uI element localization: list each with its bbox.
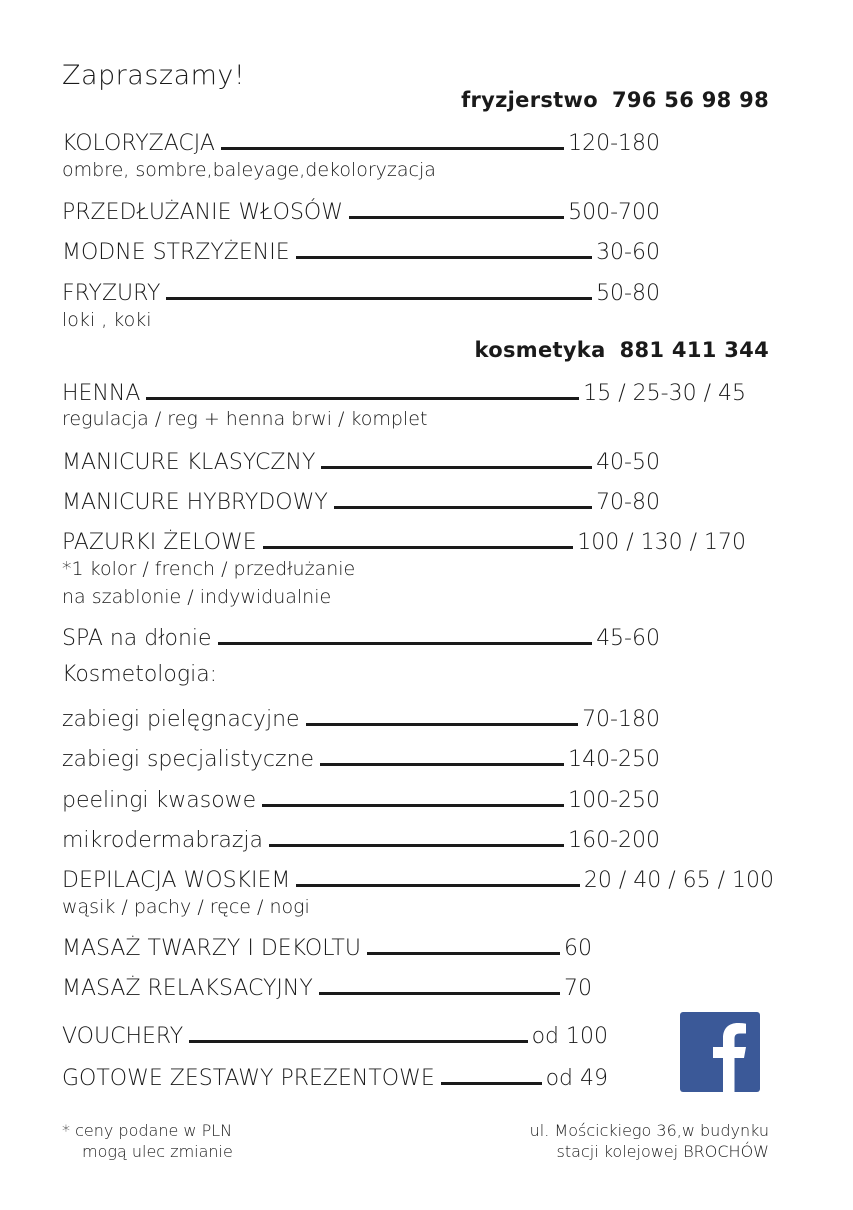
leader-line <box>334 506 592 509</box>
section-name: kosmetyka <box>474 338 606 362</box>
service-label: MASAŻ RELAKSACYJNY <box>62 976 313 1001</box>
service-price: 140-250 <box>568 747 660 772</box>
service-label: zabiegi specjalistyczne <box>62 747 315 772</box>
service-label: PRZEDŁUŻANIE WŁOSÓW <box>62 200 343 225</box>
leader-line <box>320 763 564 766</box>
leader-line <box>306 723 579 726</box>
leader-line <box>269 844 564 847</box>
section-phone[interactable]: 796 56 98 98 <box>611 88 769 112</box>
service-label: HENNA <box>62 381 141 406</box>
service-label: MANICURE HYBRYDOWY <box>62 490 328 515</box>
service-price: 45-60 <box>596 626 660 651</box>
note-line: mogą ulec zmianie <box>82 1142 233 1161</box>
service-label: mikrodermabrazja <box>62 828 264 853</box>
greeting: Zapraszamy! <box>62 60 246 91</box>
service-label: MASAŻ TWARZY I DEKOLTU <box>62 936 361 961</box>
price-row-vouchery <box>62 1019 608 1049</box>
service-note: na szablonie / indywidualnie <box>62 586 332 608</box>
leader-line <box>263 546 574 549</box>
service-price: 120-180 <box>568 131 660 156</box>
price-row-mikrodermabrazja <box>62 823 660 853</box>
leader-line <box>146 397 579 400</box>
service-note: loki , koki <box>62 309 152 331</box>
section-header-hair <box>461 88 769 112</box>
service-label: KOLORYZACJA <box>62 131 215 156</box>
price-row-depilacja-woskiem <box>62 863 774 893</box>
service-price: 160-200 <box>568 828 660 853</box>
address-line: stacji kolejowej BROCHÓW <box>556 1142 769 1161</box>
price-row-peelingi-kwasowe <box>62 783 660 813</box>
service-price: od 100 <box>531 1024 608 1049</box>
price-row-pazurki-zelowe <box>62 525 746 555</box>
service-note: regulacja / reg + henna brwi / komplet <box>62 408 428 430</box>
price-row-zabiegi-specjalistyczne <box>62 742 660 772</box>
cosmetology-heading: Kosmetologia: <box>62 662 218 687</box>
service-price: 40-50 <box>596 450 660 475</box>
service-label: MANICURE KLASYCZNY <box>62 450 316 475</box>
facebook-icon[interactable] <box>680 1012 760 1092</box>
price-note <box>62 1120 233 1162</box>
service-label: PAZURKI ŻELOWE <box>62 530 257 555</box>
service-price: 60 <box>564 936 592 961</box>
leader-line <box>221 147 564 150</box>
price-row-spa-dlonie <box>62 621 660 651</box>
service-label: GOTOWE ZESTAWY PREZENTOWE <box>62 1066 435 1091</box>
leader-line <box>367 952 560 955</box>
service-label: peelingi kwasowe <box>62 788 257 813</box>
service-label: DEPILACJA WOSKIEM <box>62 868 291 893</box>
leader-line <box>262 804 564 807</box>
leader-line <box>296 256 592 259</box>
service-price: 15 / 25-30 / 45 <box>583 381 746 406</box>
address-line: ul. Mościckiego 36,w budynku <box>529 1121 769 1140</box>
leader-line <box>189 1040 527 1043</box>
leader-line <box>166 297 592 300</box>
address <box>530 1120 769 1162</box>
service-label: zabiegi pielęgnacyjne <box>62 707 300 732</box>
section-phone[interactable]: 881 411 344 <box>619 338 769 362</box>
section-name: fryzjerstwo <box>461 88 598 112</box>
price-row-henna <box>62 376 746 406</box>
price-row-fryzury <box>62 276 660 306</box>
service-label: FRYZURY <box>62 281 161 306</box>
leader-line <box>349 216 564 219</box>
service-price: 70 <box>564 976 592 1001</box>
leader-line <box>441 1082 542 1085</box>
price-row-manicure-hybrydowy <box>62 485 660 515</box>
price-row-masaz-relaksacyjny <box>62 971 592 1001</box>
service-price: 70-180 <box>582 707 660 732</box>
price-row-koloryzacja <box>62 126 660 156</box>
service-price: od 49 <box>545 1066 608 1091</box>
service-label: VOUCHERY <box>62 1024 184 1049</box>
leader-line <box>319 992 560 995</box>
service-note: *1 kolor / french / przedłużanie <box>62 558 356 580</box>
leader-line <box>296 884 579 887</box>
service-price: 100-250 <box>568 788 660 813</box>
service-price: 30-60 <box>596 240 660 265</box>
service-note: wąsik / pachy / ręce / nogi <box>62 896 310 918</box>
note-line: * ceny podane w PLN <box>62 1121 233 1140</box>
service-price: 20 / 40 / 65 / 100 <box>583 868 774 893</box>
price-row-zestawy-prezentowe <box>62 1061 608 1091</box>
service-price: 70-80 <box>596 490 660 515</box>
service-label: SPA na dłonie <box>62 626 212 651</box>
service-note: ombre, sombre,baleyage,dekoloryzacja <box>62 159 436 181</box>
price-row-strzyzenie <box>62 235 660 265</box>
service-label: MODNE STRZYŻENIE <box>62 240 290 265</box>
price-row-masaz-twarzy <box>62 931 592 961</box>
price-row-przedluzanie <box>62 195 660 225</box>
leader-line <box>321 466 592 469</box>
service-price: 100 / 130 / 170 <box>577 530 746 555</box>
leader-line <box>218 642 593 645</box>
section-header-beauty <box>475 338 769 362</box>
price-row-manicure-klasyczny <box>62 445 660 475</box>
service-price: 50-80 <box>596 281 660 306</box>
facebook-logo-graphic <box>680 1012 760 1092</box>
service-price: 500-700 <box>568 200 660 225</box>
price-row-zabiegi-pielegnacyjne <box>62 702 660 732</box>
